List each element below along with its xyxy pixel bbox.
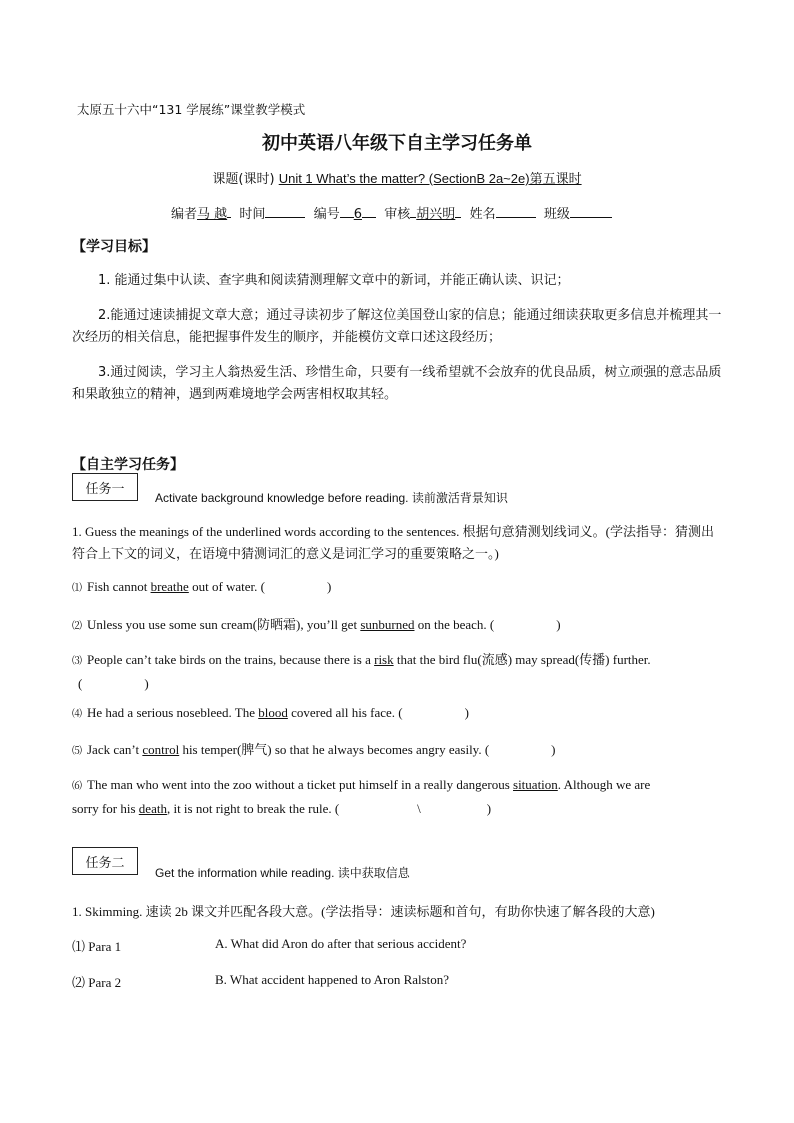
sentence-5: ⑸ Jack can’t control his temper(脾气) so that he always becomes angry easily. ( ) [72,742,556,757]
topic-prefix: 课题(课时) [212,172,279,187]
underlined-word: control [142,742,180,757]
class-blank[interactable] [570,204,612,218]
task1-title: Activate background knowledge before reading. 读前激活背景知识 [155,491,508,505]
underlined-word: blood [258,705,288,720]
objective-3: 3.通过阅读，学习主人翁热爱生活、珍惜生命，只要有一线希望就不会放弃的优良品质，树立顽强的意志品质和果敢独立的精神，遇到两难境地学会两害相权取其轻。 [72,365,722,402]
sentence-4: ⑷ He had a serious nosebleed. The blood covered all his face. ( ) [72,705,469,720]
match-option-a: A. What did Aron do after that serious accident? [215,936,467,951]
objective-1: 1. 能通过集中认读、查字典和阅读猜测理解文章中的新词，并能正确认读、识记； [98,273,570,288]
time-blank[interactable] [265,204,305,218]
tasks-heading: 【自主学习任务】 [72,457,184,473]
para-label: ⑴ Para 1 [72,939,122,954]
name-label: 姓名 [469,207,496,222]
page-title: 初中英语八年级下自主学习任务单 [262,133,532,154]
task2-title: Get the information while reading. 读中获取信息 [155,866,410,880]
task2-question: 1. Skimming. 速读 2b 课文并匹配各段大意。(学法指导：速读标题和首句，有助你快速了解各段的大意) [72,904,655,919]
editor-value: 马 越 [197,207,228,222]
para-label: ⑵ Para 2 [72,975,122,990]
objective-2: 2.能通过速读捕捉文章大意；通过寻读初步了解这位美国登山家的信息；能通过细读获取更多信息并梳理其一次经历的相关信息，能把握事件发生的顺序，并能模仿文章口述这段经历； [72,308,722,345]
editor-label: 编者 [171,207,198,222]
sentence-3: ⑶ People can’t take birds on the trains, because there is a risk that the bird flu(流感) may spread(传播) further. ( ) [72,652,651,691]
match-row-1 [72,936,121,955]
objectives-heading: 【学习目标】 [72,239,156,255]
reviewer-value: 胡兴明 [416,207,456,222]
underlined-word: risk [374,652,394,667]
topic-lesson: 第五课时 [529,172,582,187]
time-label: 时间 [239,207,266,222]
name-blank[interactable] [496,204,536,218]
info-line [171,203,612,222]
sentence-2: ⑵ Unless you use some sun cream(防晒霜), you’ll get sunburned on the beach. ( ) [72,617,561,632]
number-value: 6 [353,207,362,222]
task1-label: 任务一 [85,481,125,497]
class-label: 班级 [543,207,570,222]
number-label: 编号 [313,207,340,222]
underlined-word: sunburned [360,617,415,632]
task2-label: 任务二 [85,855,125,871]
topic-line [0,168,794,187]
match-option-b: B. What accident happened to Aron Ralston? [215,972,450,987]
underlined-word: death [138,801,167,816]
underlined-word: breathe [150,579,189,594]
sentence-6: ⑹ The man who went into the zoo without a ticket put himself in a really dangerous situation. Although we are sorry for his death, it is not right to break the rule. ( \ ) [72,777,651,816]
task1-label-box [72,473,138,501]
task2-label-box [72,847,138,875]
topic-unit: Unit 1 What’s the matter? (SectionB 2a~2e) [278,171,530,186]
task1-question: 1. Guess the meanings of the underlined words according to the sentences. 根据句意猜测划线词义。(学法指导：猜测出符合上下文的词义，在语境中猜测词汇的意义是词汇学习的重要策略之一。) [72,524,714,561]
underlined-word: situation [513,777,558,792]
sentence-1: ⑴ Fish cannot breathe out of water. ( ) [72,579,332,594]
reviewer-label: 审核 [384,207,411,222]
school-line: 太原五十六中“131 学展练”课堂教学模式 [77,102,306,117]
match-row-2 [72,972,121,991]
